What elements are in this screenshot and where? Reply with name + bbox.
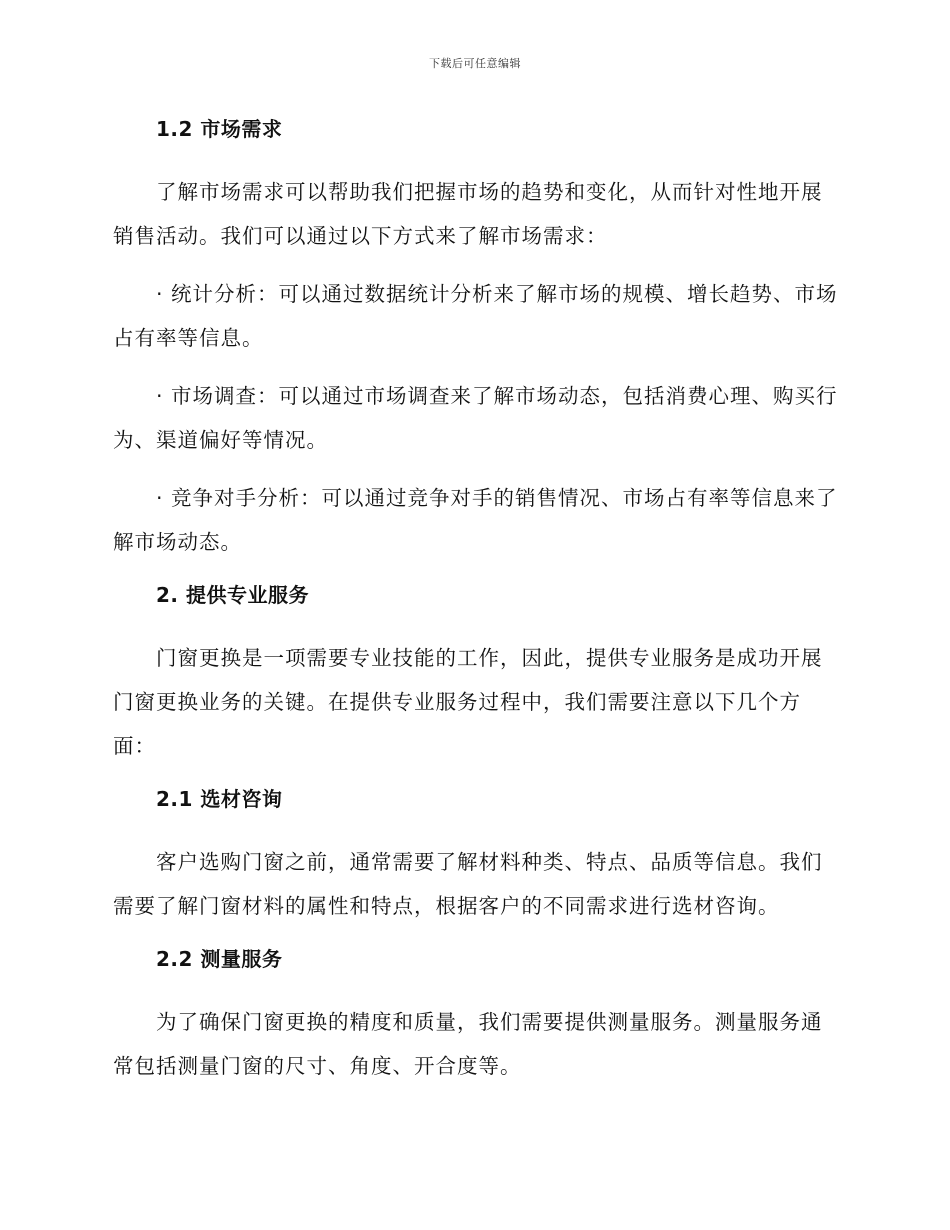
bullet-market-survey: · 市场调查：可以通过市场调查来了解市场动态，包括消费心理、购买行为、渠道偏好等情况。	[113, 384, 838, 452]
paragraph-material-consulting: 客户选购门窗之前，通常需要了解材料种类、特点、品质等信息。我们需要了解门窗材料的属性和特点，根据客户的不同需求进行选材咨询。	[113, 850, 823, 918]
paragraph-measurement-service: 为了确保门窗更换的精度和质量，我们需要提供测量服务。测量服务通常包括测量门窗的尺寸、角度、开合度等。	[113, 1010, 823, 1078]
section-heading-2: 2. 提供专业服务	[156, 583, 309, 607]
paragraph-professional-service-intro: 门窗更换是一项需要专业技能的工作，因此，提供专业服务是成功开展门窗更换业务的关键。在提供专业服务过程中，我们需要注意以下几个方面：	[113, 646, 823, 758]
paragraph-market-demand-intro: 了解市场需求可以帮助我们把握市场的趋势和变化，从而针对性地开展销售活动。我们可以通过以下方式来了解市场需求：	[113, 180, 823, 248]
section-heading-2-2: 2.2 测量服务	[156, 947, 283, 971]
section-heading-2-1: 2.1 选材咨询	[156, 787, 283, 811]
header-note: 下载后可任意编辑	[429, 57, 521, 70]
section-heading-1-2: 1.2 市场需求	[156, 117, 283, 141]
bullet-competitor-analysis: · 竞争对手分析：可以通过竞争对手的销售情况、市场占有率等信息来了解市场动态。	[113, 486, 838, 554]
bullet-statistical-analysis: · 统计分析：可以通过数据统计分析来了解市场的规模、增长趋势、市场占有率等信息。	[113, 282, 838, 350]
document-body	[113, 112, 838, 1102]
